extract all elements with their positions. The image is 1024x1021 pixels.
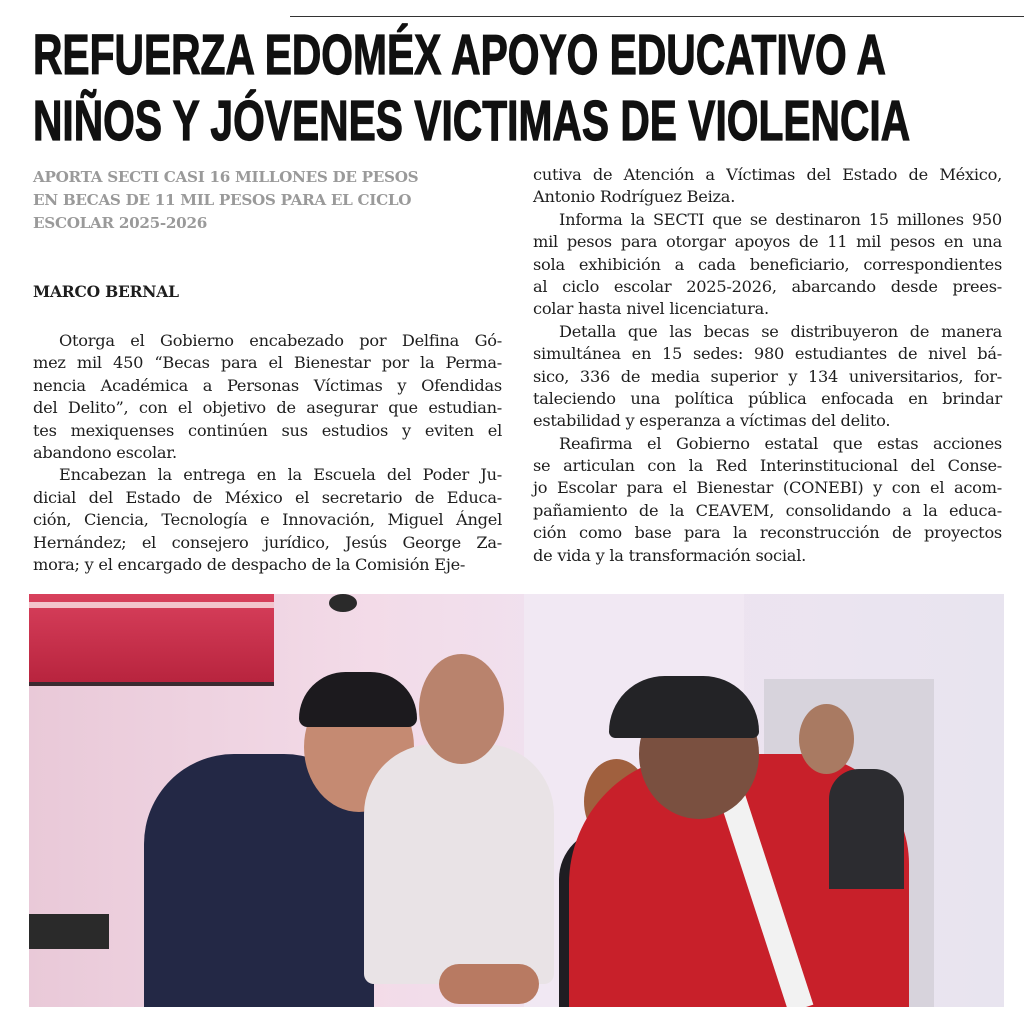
subheadline-line: EN BECAS DE 11 MIL PESOS PARA EL CICLO — [33, 191, 412, 209]
body-line: abandono escolar. — [33, 442, 177, 462]
body-line: ción como base para la reconstrucción de proyectos — [533, 523, 1002, 543]
body-line: mez mil 450 “Becas para el Bienestar por la Perma- — [33, 353, 502, 373]
body-line: ción, Ciencia, Tecnología e Innovación, Miguel Ángel — [33, 510, 502, 530]
handshake — [439, 964, 539, 1004]
body-line: sico, 336 de media superior y 134 universitarios, for- — [533, 366, 1002, 386]
body-line: cutiva de Atención a Víctimas del Estado de México, — [533, 165, 1002, 184]
body-line: Otorga el Gobierno encabezado por Delfina Gó- — [59, 331, 502, 350]
article-photo — [29, 594, 1004, 1007]
body-line: del Delito”, con el objetivo de asegurar que estudian- — [33, 398, 502, 418]
body-line: estabilidad y esperanza a víctimas del delito. — [533, 411, 891, 431]
subheadline — [33, 166, 473, 235]
left-column — [33, 330, 502, 576]
body-line: mora; y el encargado de despacho de la Comisión Eje- — [33, 554, 466, 574]
body-line: tes mexiquenses continúen sus estudios y eviten el — [33, 420, 502, 440]
body-line: colar hasta nivel licenciatura. — [533, 299, 769, 319]
body-line: sola exhibición a cada beneficiario, correspondientes — [533, 254, 1002, 274]
headline-line: REFUERZA EDOMÉX APOYO EDUCATIVO A — [33, 23, 886, 87]
body-line: de vida y la transformación social. — [533, 545, 807, 565]
person-white-jacket — [364, 744, 554, 984]
headline — [33, 22, 962, 154]
body-line: Detalla que las becas se distribuyeron de manera — [559, 321, 1002, 341]
body-line: Antonio Rodríguez Beiza. — [533, 187, 736, 207]
body-line: dicial del Estado de México el secretario de Educa- — [33, 487, 502, 507]
headline-line: NIÑOS Y JÓVENES VICTIMAS DE VIOLENCIA — [33, 89, 911, 153]
body-line: nencia Académica a Personas Víctimas y Ofendidas — [33, 375, 502, 395]
subheadline-line: ESCOLAR 2025-2026 — [33, 214, 207, 232]
body-line: al ciclo escolar 2025-2026, abarcando desde prees- — [533, 276, 1002, 296]
body-line: pañamiento de la CEAVEM, consolidando a la educa- — [533, 500, 1002, 520]
body-line: Hernández; el consejero jurídico, Jesús George Za- — [33, 532, 502, 552]
body-line: mil pesos para otorgar apoyos de 11 mil pesos en una — [533, 232, 1002, 252]
body-line: Reafirma el Gobierno estatal que estas acciones — [559, 433, 1002, 453]
subheadline-line: APORTA SECTI CASI 16 MILLONES DE PESOS — [33, 168, 419, 186]
right-column — [533, 164, 1002, 567]
body-line: Encabezan la entrega en la Escuela del Poder Ju- — [59, 465, 502, 485]
body-line: jo Escolar para el Bienestar (CONEBI) y con el acom- — [533, 478, 1002, 498]
body-line: Informa la SECTI que se destinaron 15 millones 950 — [559, 209, 1002, 229]
top-rule — [290, 16, 1024, 17]
body-line: se articulan con la Red Interinstitucional del Conse- — [533, 456, 1002, 476]
body-line: taleciendo una política pública enfocada en brindar — [533, 388, 1002, 408]
body-line: simultánea en 15 sedes: 980 estudiantes de nivel bá- — [533, 344, 1002, 364]
byline: MARCO BERNAL — [33, 282, 179, 301]
